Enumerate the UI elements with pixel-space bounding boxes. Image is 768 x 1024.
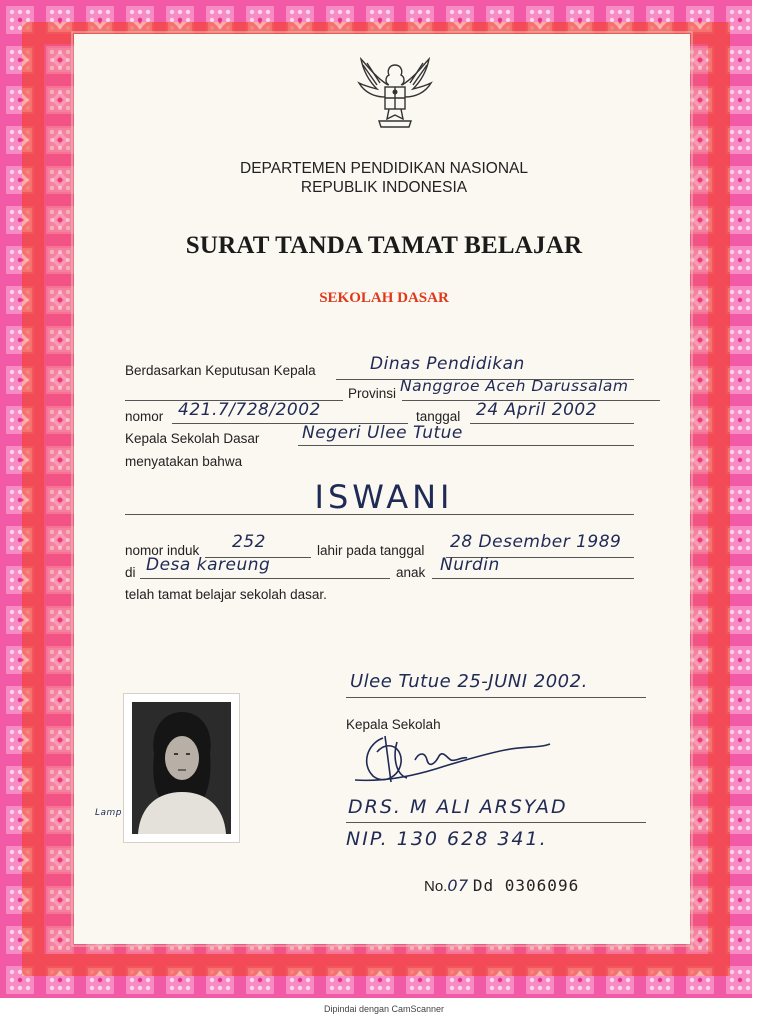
certificate-title: SURAT TANDA TAMAT BELAJAR <box>185 232 583 259</box>
label-provinsi: Provinsi <box>348 386 397 401</box>
serial-rest: Dd 0306096 <box>472 876 580 895</box>
fill-line <box>346 822 646 823</box>
label-berdasarkan: Berdasarkan Keputusan Kepala <box>125 363 316 378</box>
fill-line <box>432 578 634 579</box>
student-name: ISWANI <box>314 478 454 516</box>
certificate-subtitle: SEKOLAH DASAR <box>319 290 449 306</box>
label-anak: anak <box>396 565 426 580</box>
value-sekolah: Negeri Ulee Tutue <box>302 423 463 443</box>
label-lahir: lahir pada tanggal <box>317 543 425 558</box>
fill-line <box>470 423 634 424</box>
department-line-2: REPUBLIK INDONESIA <box>300 179 468 196</box>
serial-number <box>424 876 579 895</box>
label-nomor-induk: nomor induk <box>125 543 200 558</box>
value-anak: Nurdin <box>440 555 500 575</box>
photo-note: Lamp <box>95 808 123 818</box>
value-tanggal: 24 April 2002 <box>476 400 598 420</box>
label-kepala-sekolah-dasar: Kepala Sekolah Dasar <box>125 431 260 446</box>
serial-prefix: No. <box>424 878 448 895</box>
label-di: di <box>125 565 136 580</box>
garuda-emblem-icon <box>355 55 435 140</box>
principal-signature-icon <box>345 730 555 800</box>
place-and-date: Ulee Tutue 25-JUNI 2002. <box>350 671 588 692</box>
value-kepala: Dinas Pendidikan <box>370 354 525 374</box>
label-menyatakan: menyatakan bahwa <box>125 454 243 469</box>
label-kepala-sekolah: Kepala Sekolah <box>346 717 441 732</box>
value-nomor-induk: 252 <box>232 532 266 552</box>
principal-nip: NIP. 130 628 341. <box>346 828 548 850</box>
label-nomor: nomor <box>125 409 164 424</box>
fill-line <box>298 445 634 446</box>
principal-name: DRS. M ALI ARSYAD <box>348 796 568 818</box>
serial-handwritten: 07 <box>447 876 469 895</box>
label-tanggal: tanggal <box>416 409 461 424</box>
student-photo <box>123 693 240 843</box>
fill-line <box>346 697 646 698</box>
value-lahir: 28 Desember 1989 <box>450 532 622 552</box>
value-provinsi: Nanggroe Aceh Darussalam <box>400 377 629 395</box>
label-tamat: telah tamat belajar sekolah dasar. <box>125 587 327 602</box>
value-tempat: Desa kareung <box>146 555 271 575</box>
name-line <box>125 514 634 515</box>
department-line-1: DEPARTEMEN PENDIDIKAN NASIONAL <box>240 160 528 177</box>
value-nomor: 421.7/728/2002 <box>178 400 321 420</box>
scanner-footer: Dipindai dengan CamScanner <box>323 1004 445 1014</box>
fill-line <box>140 578 390 579</box>
